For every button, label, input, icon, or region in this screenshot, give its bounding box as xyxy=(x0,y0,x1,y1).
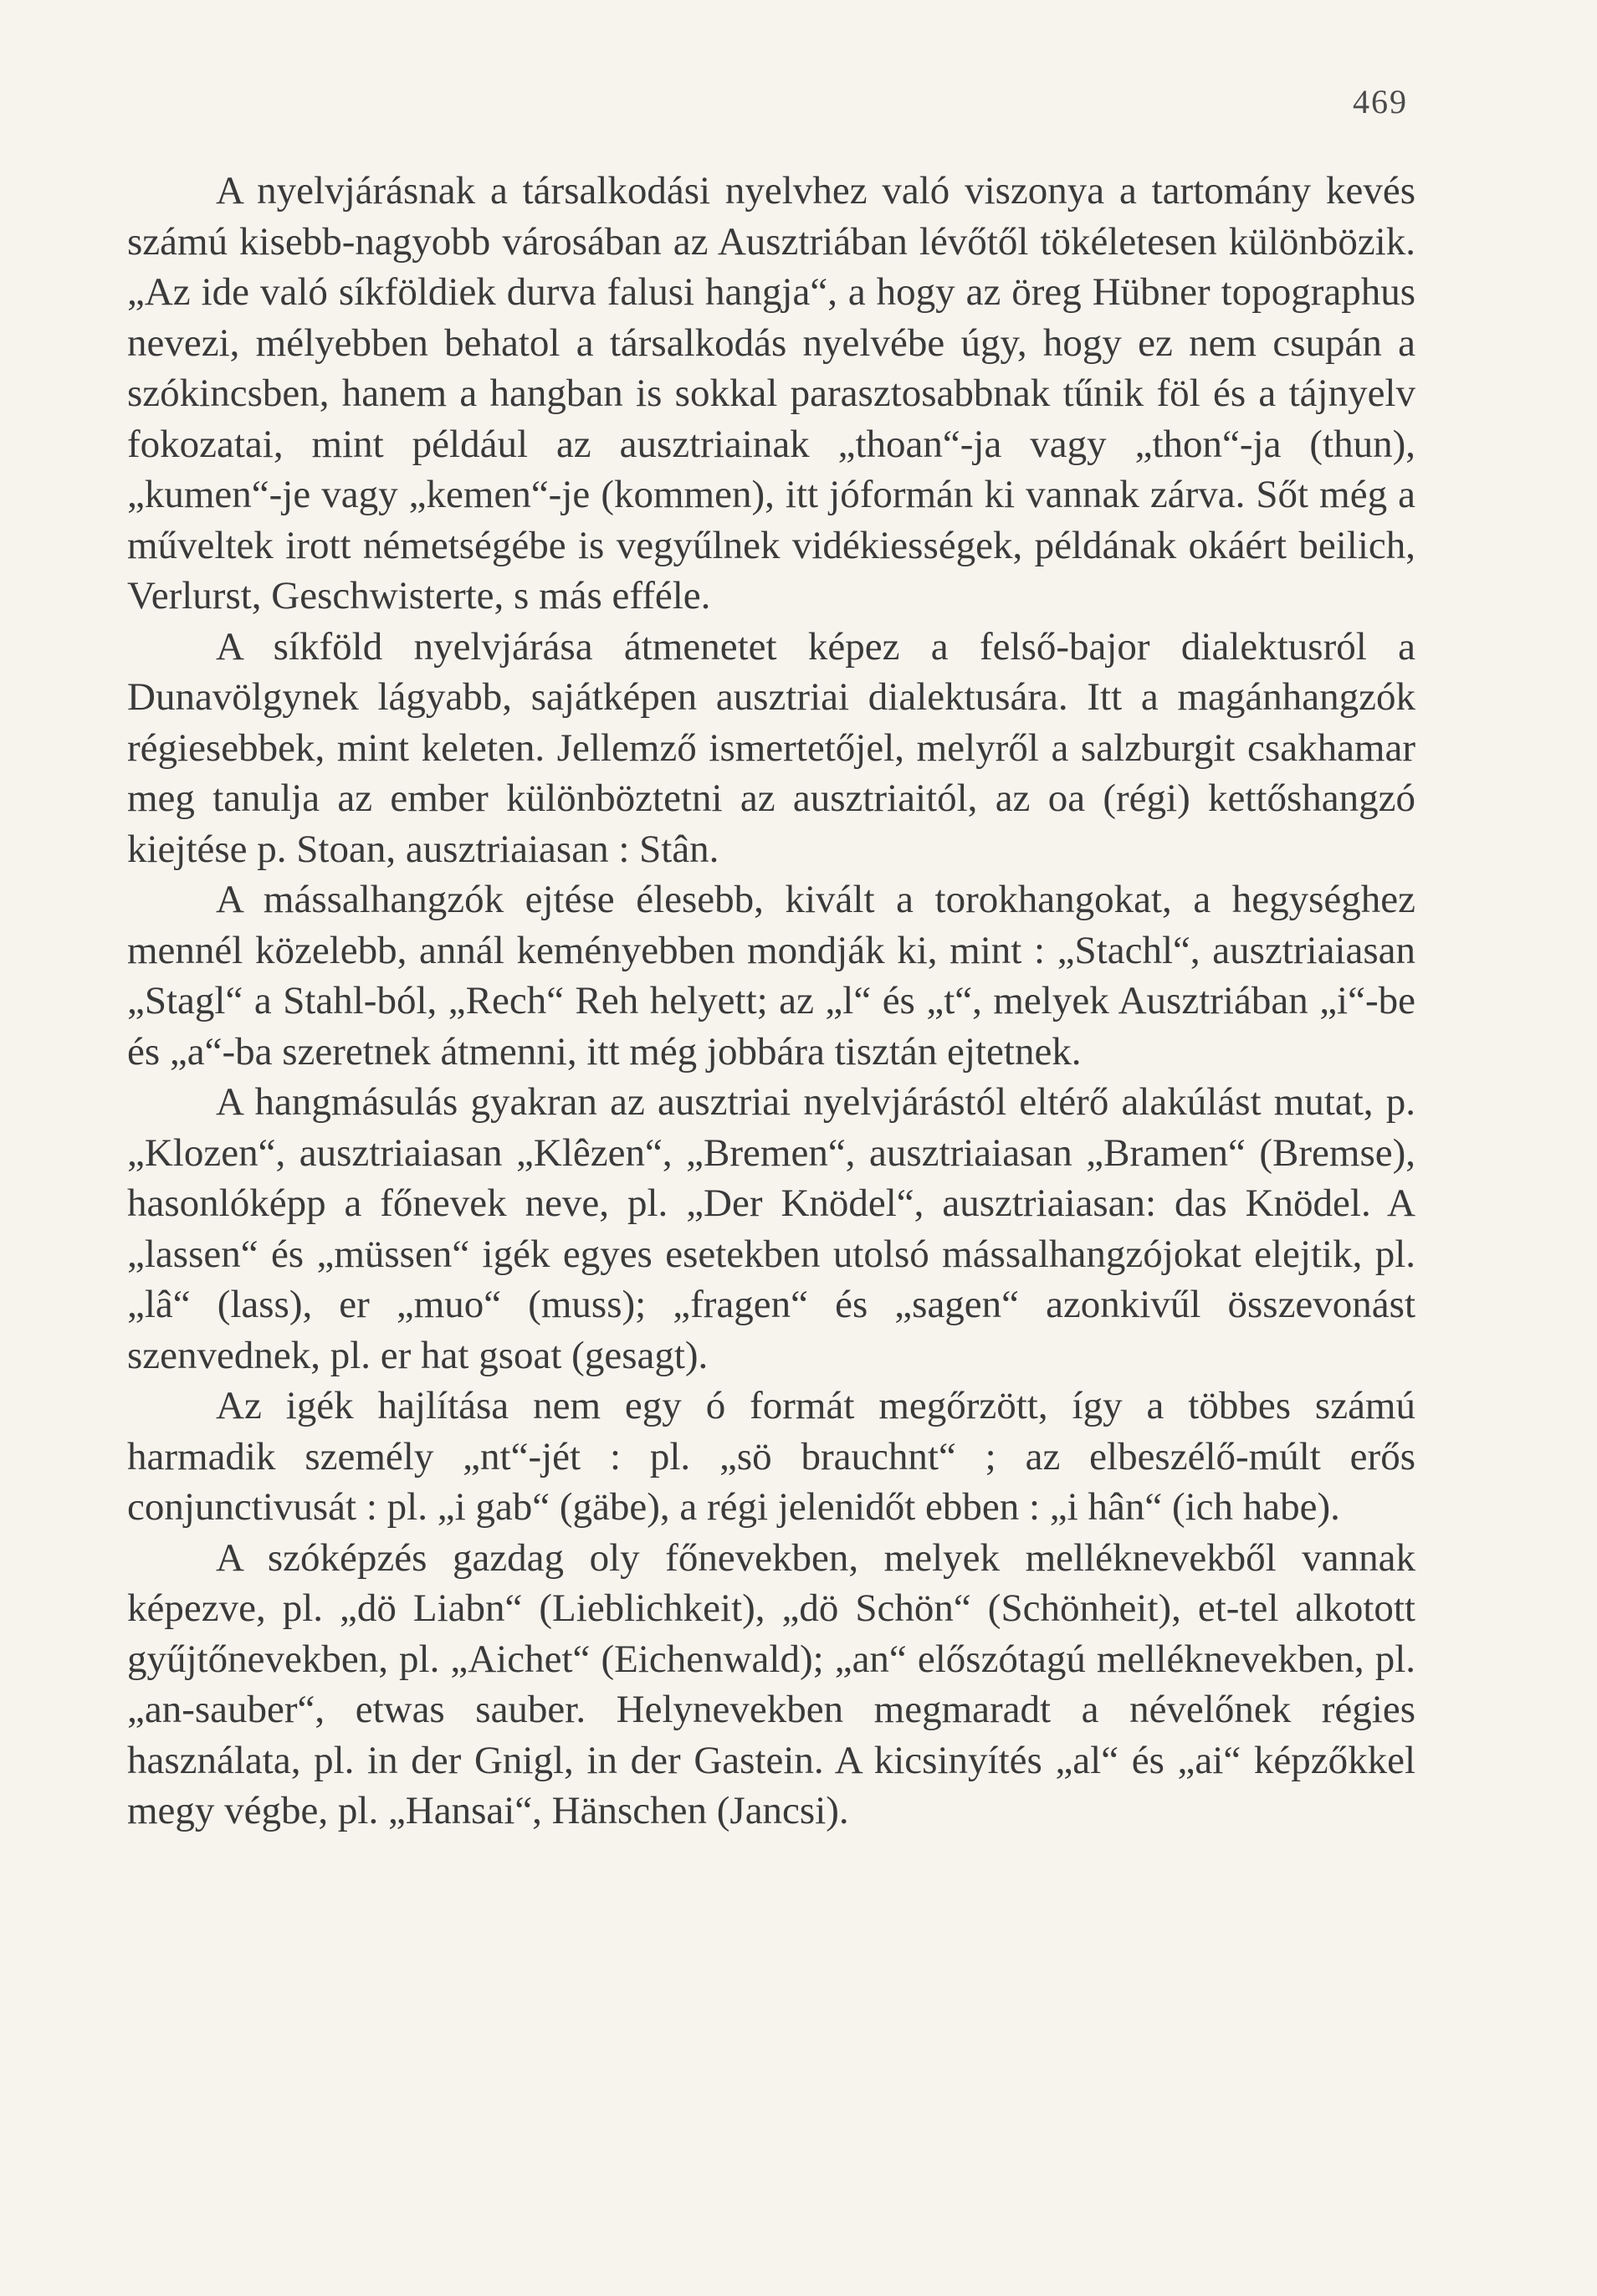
paragraph-consonants: A mássalhangzók ejtése élesebb, kivált a torokhangokat, a hegységhez mennél közelebb, annál keményebben mondják ki, mint : „Stachl“, ausztriaiasan „Stagl“ a Stahl-ból, „Rech“ Reh helyett; az „l“ és „t“, melyek Ausztriában „i“-be és „a“-ba szeretnek átmenni, itt még jobbára tisztán ejtetnek. xyxy=(127,878,1415,1074)
body-text xyxy=(127,166,1415,1837)
page-number: 469 xyxy=(1353,83,1408,120)
paragraph-word-formation: A szóképzés gazdag oly főnevekben, melyek melléknevekből vannak képezve, pl. „dö Liabn“ (Lieblichkeit), „dö Schön“ (Schönheit), et-tel alkotott gyűjtőnevekben, pl. „Aichet“ (Eichenwald); „an“ előszótagú melléknevekben, pl. „an-sauber“, etwas sauber. Helynevekben megmaradt a névelőnek régies használata, pl. in der Gnigl, in der Gastein. A kicsinyítés „al“ és „ai“ képzőkkel megy végbe, pl. „Hansai“, Hänschen (Jancsi). xyxy=(127,1535,1415,1832)
paragraph-sound-change: A hangmásulás gyakran az ausztriai nyelvjárástól eltérő alakúlást mutat, p. „Klozen“, ausztriaiasan „Klêzen“, „Bremen“, ausztriaiasan „Bramen“ (Bremse), hasonlóképp a főnevek neve, pl. „Der Knödel“, ausztriaiasan: das Knödel. A „lassen“ és „müssen“ igék egyes esetekben utolsó mássalhangzójokat elejtik, pl. „lâ“ (lass), er „muo“ (muss); „fragen“ és „sagen“ azonkivűl összevonást szenvednek, pl. er hat gsoat (gesagt). xyxy=(127,1080,1415,1377)
paragraph-dialect-vs-colloquial: A nyelvjárásnak a társalkodási nyelvhez való viszonya a tartomány kevés számú kisebb-nagyobb városában az Ausztriában lévőtől tökéletesen különbözik. „Az ide való síkföldiek durva falusi hangja“, a hogy az öreg Hübner topographus nevezi, mélyebben behatol a társalkodás nyelvébe úgy, hogy ez nem csupán a szókincsben, hanem a hangban is sokkal parasztosabbnak tűnik föl és a tájnyelv fokozatai, mint például az ausztriainak „thoan“-ja vagy „thon“-ja (thun), „kumen“-je vagy „kemen“-je (kommen), itt jóformán ki vannak zárva. Sőt még a műveltek irott németségébe is vegyűlnek vidékiességek, példának okáért beilich, Verlurst, Geschwisterte, s más efféle. xyxy=(127,169,1415,618)
paragraph-lowland-dialect: A síkföld nyelvjárása átmenetet képez a felső-bajor dialektusról a Dunavölgynek lágyabb, sajátképen ausztriai dialektusára. Itt a magánhangzók régiesebbek, mint keleten. Jellemző ismertetőjel, melyről a salzburgit csakhamar meg tanulja az ember különböztetni az ausztriaitól, az oa (régi) kettőshangzó kiejtése p. Stoan, ausztriaiasan : Stân. xyxy=(127,624,1415,871)
paragraph-verb-inflection: Az igék hajlítása nem egy ó formát megőrzött, így a többes számú harmadik személy „nt“-jét : pl. „sö brauchnt“ ; az elbeszélő-múlt erős conjunctivusát : pl. „i gab“ (gäbe), a régi jelenidőt ebben : „i hân“ (ich habe). xyxy=(127,1384,1415,1529)
